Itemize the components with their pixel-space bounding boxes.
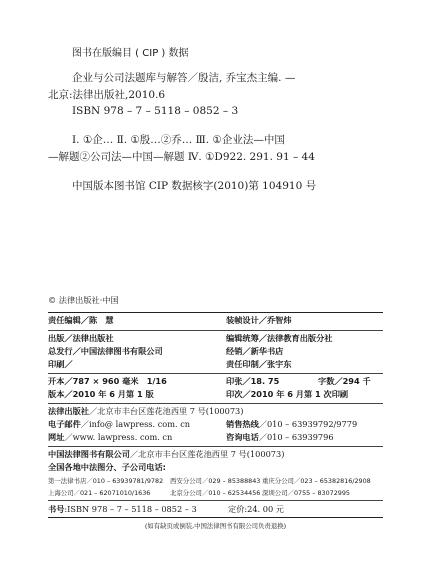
branch-shanghai: 上海公司／021 – 62071010/1636	[48, 489, 151, 497]
website-label: 网址	[48, 432, 65, 442]
branch-xian: 西安分公司／029 – 85388843	[170, 477, 261, 485]
cip-library-note: 中国版本图书馆 CIP 数据核字(2010)第 104910 号	[72, 180, 317, 192]
return-note: (如有缺页或倒装,中国法律图书有限公司负责退换)	[144, 522, 287, 530]
divider-1	[48, 330, 383, 331]
cover-designer: 装帧设计／乔智炜	[226, 315, 292, 325]
divider-4	[48, 446, 383, 447]
edition: 版本／2010 年 6 月第 1 版	[48, 389, 154, 399]
divider-5	[48, 500, 383, 501]
distributor: 总发行／中国法律图书有限公司	[48, 346, 163, 356]
divider-2	[48, 373, 383, 374]
distribution-company	[48, 449, 284, 460]
email-value[interactable]: ／info@ lawpress. com. cn	[80, 419, 191, 429]
cip-subject-line-1: Ⅰ. ①企… Ⅱ. ①殷…②乔… Ⅲ. ①企业法—中国	[72, 134, 285, 146]
seller: 经销／新华书店	[226, 346, 284, 356]
email-line	[48, 419, 190, 430]
bottom-rule	[48, 517, 383, 518]
cip-line-1: 企业与公司法题库与解答／殷洁, 乔宝杰主编. —	[72, 72, 296, 84]
publisher: 出版／法律出版社	[48, 333, 114, 343]
address-value: ／北京市丰台区莲花池西里 7 号(100073)	[88, 406, 244, 416]
consult-line	[226, 432, 334, 443]
website-line	[48, 432, 172, 443]
company-label: 中国法律图书有限公司	[48, 449, 130, 459]
branch-shenzhen: 深圳公司／0755 – 83072995	[262, 489, 351, 497]
printing: 印次／2010 年 6 月第 1 次印刷	[226, 389, 349, 399]
branch-first-bookstore: 第一法律书店／010 – 63939781/9782	[48, 477, 164, 485]
copyright-line: © 法律出版社·中国	[48, 295, 119, 305]
isbn-label: 书号	[48, 504, 65, 514]
branch-beijing: 北京分公司／010 – 62534456	[170, 489, 261, 497]
hotline-line	[226, 419, 357, 430]
isbn-value: :ISBN 978 – 7 – 5118 – 0852 – 3	[64, 504, 197, 514]
cip-line-2: 北京:法律出版社,2010.6	[48, 89, 166, 101]
consult-value: ／010 – 63939796	[258, 432, 334, 442]
cip-heading: 图书在版编目 ( CIP ) 数据	[72, 48, 189, 59]
print-sheets: 印张／18. 75	[226, 376, 280, 386]
branch-chongqing: 重庆分公司／023 – 65382816/2908	[262, 477, 371, 485]
price: 定价:24. 00 元	[228, 504, 284, 514]
publisher-address	[48, 406, 243, 417]
top-rule	[48, 312, 383, 313]
responsible-editor: 责任编辑／陈 慧	[48, 315, 114, 325]
print-supervisor: 责任印制／张宇东	[226, 359, 292, 369]
isbn-line	[48, 504, 197, 515]
hotline-label: 销售热线	[226, 419, 259, 429]
email-label: 电子邮件	[48, 419, 81, 429]
website-value[interactable]: ／www. lawpress. com. cn	[64, 432, 173, 442]
hotline-value: ／010 – 63939792/9779	[258, 419, 358, 429]
branches-heading: 全国各地中法图分、子公司电话:	[48, 462, 166, 472]
editing-group: 编辑统筹／法律教育出版分社	[226, 333, 333, 343]
printer: 印刷／	[48, 359, 73, 369]
consult-label: 咨询电话	[226, 432, 259, 442]
word-count: 字数／294 千	[318, 376, 371, 386]
cip-isbn-line: ISBN 978 – 7 – 5118 – 0852 – 3	[72, 105, 239, 117]
address-label: 法律出版社	[48, 406, 89, 416]
format: 开本／787 × 960 毫米 1/16	[48, 376, 167, 386]
cip-subject-line-2: —解题②公司法—中国—解题 Ⅳ. ①D922. 291. 91 – 44	[48, 151, 315, 163]
company-address: ／北京市丰台区莲花池西里 7 号(100073)	[129, 449, 285, 459]
divider-3	[48, 403, 383, 404]
